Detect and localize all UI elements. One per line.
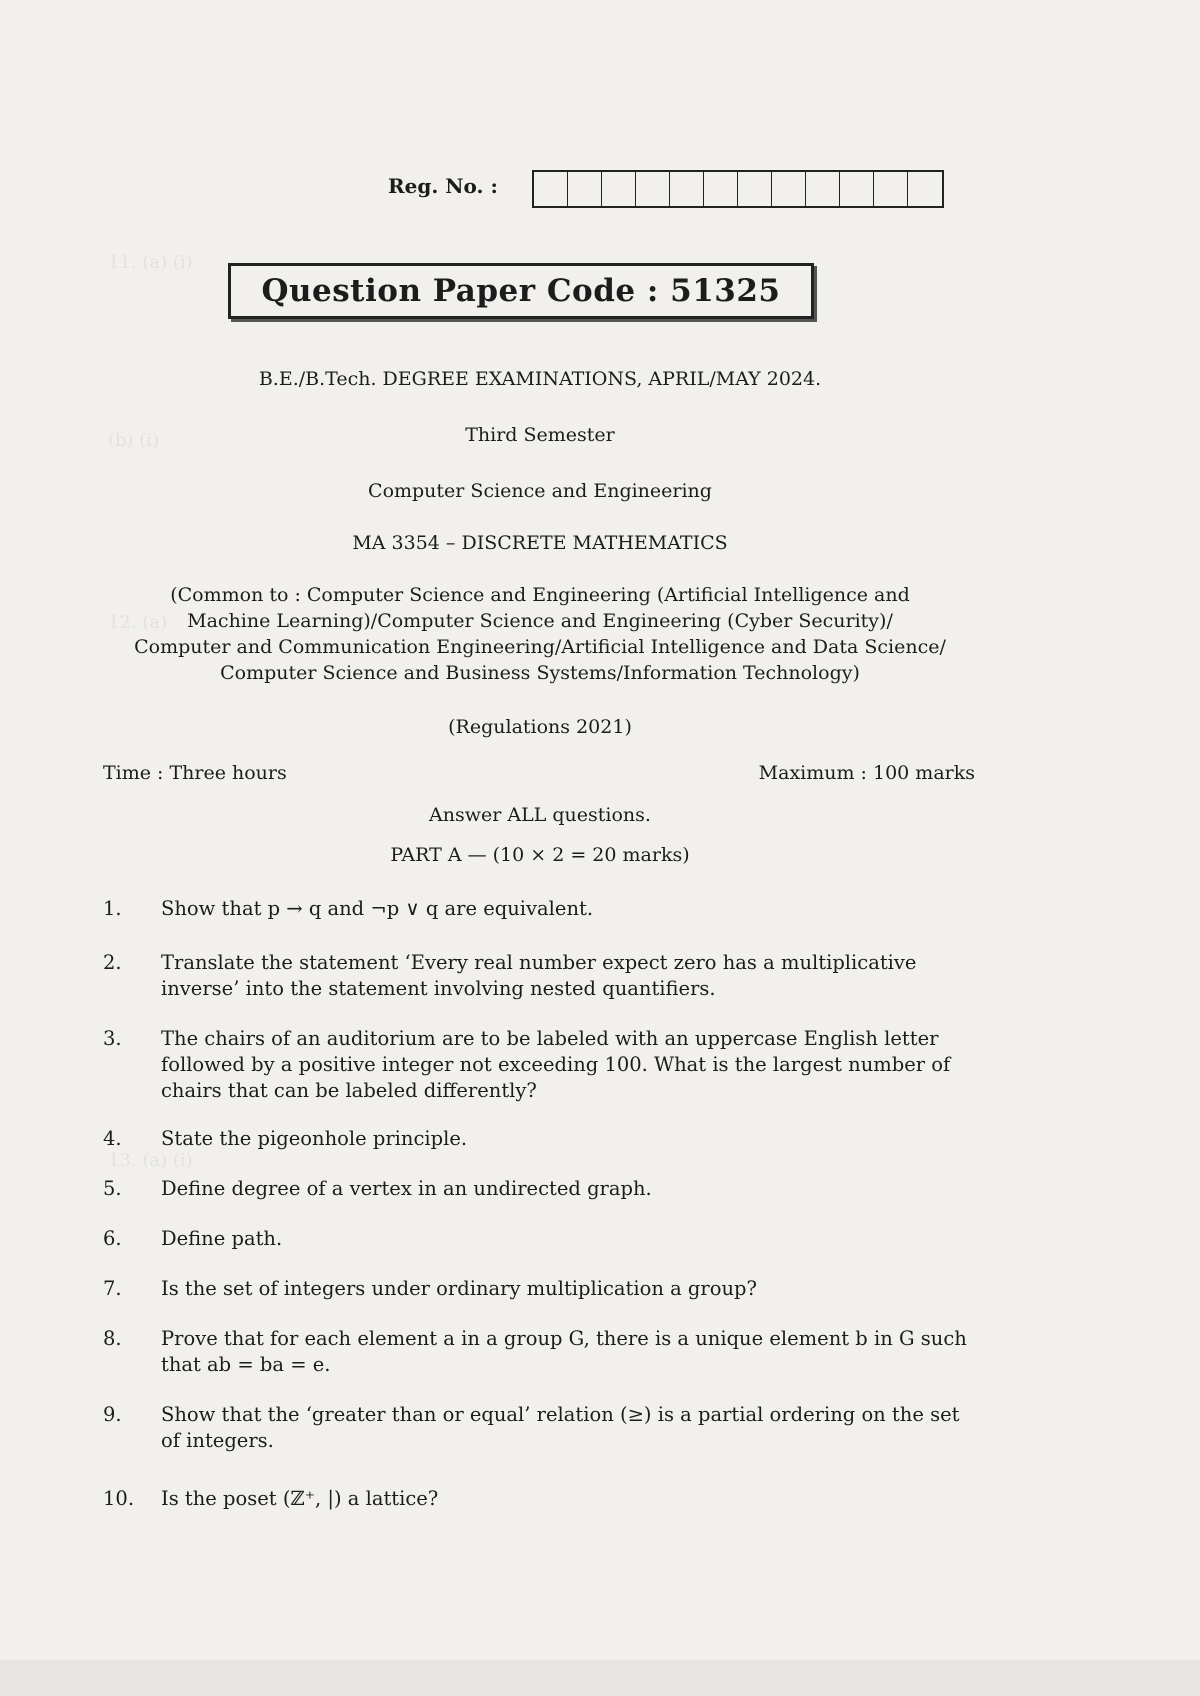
question-number: 6. <box>103 1227 122 1250</box>
question-item <box>103 1126 983 1152</box>
question-number: 10. <box>103 1487 135 1510</box>
reg-box[interactable] <box>636 172 670 206</box>
question-item <box>103 1402 983 1454</box>
question-item <box>103 1326 983 1378</box>
question-text: State the pigeonhole principle. <box>161 1127 468 1150</box>
exam-title: B.E./B.Tech. DEGREE EXAMINATIONS, APRIL/MAY 2024. <box>258 368 822 390</box>
max-marks: Maximum : 100 marks <box>758 762 975 784</box>
question-number: 2. <box>103 951 122 974</box>
question-number: 3. <box>103 1027 122 1050</box>
question-text: Translate the statement ‘Every real number expect zero has a multiplicative inverse’ into the statement involving nested quantifiers. <box>161 951 917 1000</box>
question-text: Is the poset (ℤ⁺, |) a lattice? <box>161 1487 439 1510</box>
reg-box[interactable] <box>534 172 568 206</box>
reg-box[interactable] <box>908 172 942 206</box>
reg-box[interactable] <box>840 172 874 206</box>
question-number: 1. <box>103 897 122 920</box>
reg-box[interactable] <box>568 172 602 206</box>
common-to-line: (Common to : Computer Science and Engineering (Artificial Intelligence and <box>170 584 910 606</box>
question-text: Prove that for each element a in a group G, there is a unique element b in G such that ab = ba = e. <box>161 1327 967 1376</box>
reg-box[interactable] <box>874 172 908 206</box>
reg-no-boxes <box>532 170 944 208</box>
question-number: 8. <box>103 1327 122 1350</box>
reg-box[interactable] <box>738 172 772 206</box>
reg-box[interactable] <box>602 172 636 206</box>
reg-box[interactable] <box>806 172 840 206</box>
question-number: 7. <box>103 1277 122 1300</box>
department: Computer Science and Engineering <box>368 480 712 502</box>
question-text: Define degree of a vertex in an undirected graph. <box>161 1177 652 1200</box>
instruction: Answer ALL questions. <box>429 804 651 826</box>
question-item <box>103 1276 983 1302</box>
common-to-line: Computer Science and Business Systems/Information Technology) <box>220 662 860 684</box>
question-text: Show that the ‘greater than or equal’ relation (≥) is a partial ordering on the set of integers. <box>161 1403 960 1452</box>
common-to-line: Machine Learning)/Computer Science and Engineering (Cyber Security)/ <box>187 610 893 632</box>
scan-border <box>0 1660 1200 1696</box>
subject: MA 3354 – DISCRETE MATHEMATICS <box>352 532 728 554</box>
question-paper-code: Question Paper Code : 51325 <box>228 263 814 319</box>
question-item <box>103 896 983 922</box>
time-info: Time : Three hours <box>103 762 287 784</box>
question-item <box>103 950 983 1002</box>
question-item <box>103 1026 983 1104</box>
question-text: Show that p → q and ¬p ∨ q are equivalent. <box>161 897 594 920</box>
question-item <box>103 1486 983 1512</box>
reg-box[interactable] <box>704 172 738 206</box>
question-number: 9. <box>103 1403 122 1426</box>
semester: Third Semester <box>465 424 615 446</box>
regulations: (Regulations 2021) <box>448 716 632 738</box>
question-number: 5. <box>103 1177 122 1200</box>
reg-no-label: Reg. No. : <box>388 174 498 198</box>
reg-box[interactable] <box>670 172 704 206</box>
question-text: Is the set of integers under ordinary multiplication a group? <box>161 1277 757 1300</box>
question-number: 4. <box>103 1127 122 1150</box>
question-item <box>103 1176 983 1202</box>
question-item <box>103 1226 983 1252</box>
question-text: The chairs of an auditorium are to be labeled with an uppercase English letter followed by a positive integer not exceeding 100. What is the largest number of chairs that can be labeled differently? <box>161 1027 951 1102</box>
exam-page: 11. (a) (i) (b) (i) 12. (a) 13. (a) (i) Reg. No. : Question Paper Code : 51325 B.E./B.Tech. DEGREE EXAMINATIONS, APRIL/MAY 2024. Third Semester Computer Science and Engineering MA 3354 – DISCRETE MATHEMATICS (Common to : Computer Science and Engineering (Artificial Intelligence and Machine Learning)/Computer Science and Engineering (Cyber Security)/ Computer and Communication Engineering/Artificial Intelligence and Data Science/ Computer Science and Business Systems/Information Technology) (Regulations 2021) Time : Three hours Maximum : 100 marks Answer ALL questions. PART A — (10 × 2 = 20 marks) 1. Show that p → q and ¬p ∨ q are equivalent. 2. Translate the statement ‘Every real number expect zero has a multiplicative inverse’ into the statement involving nested quantifiers. 3. The chairs of an auditorium are to be labeled with an uppercase English letter followed by a positive integer not exceeding 100. What is the largest number of chairs that can be labeled differently? 4. State the pigeonhole principle. 5. Define degree of a vertex in an undirected graph. 6. Define path. 7. Is the set of integers under ordinary multiplication a group? 8. Prove that for each element a in a group G, there is a unique element b in G such that ab = ba = e. 9. Show that the ‘greater than or equal’ relation (≥) is a partial ordering on the set of integers. 10. Is the poset (ℤ⁺, |) a lattice? <box>0 0 1200 1696</box>
part-a-heading: PART A — (10 × 2 = 20 marks) <box>390 844 690 866</box>
common-to-line: Computer and Communication Engineering/Artificial Intelligence and Data Science/ <box>134 636 946 658</box>
reg-box[interactable] <box>772 172 806 206</box>
question-text: Define path. <box>161 1227 283 1250</box>
